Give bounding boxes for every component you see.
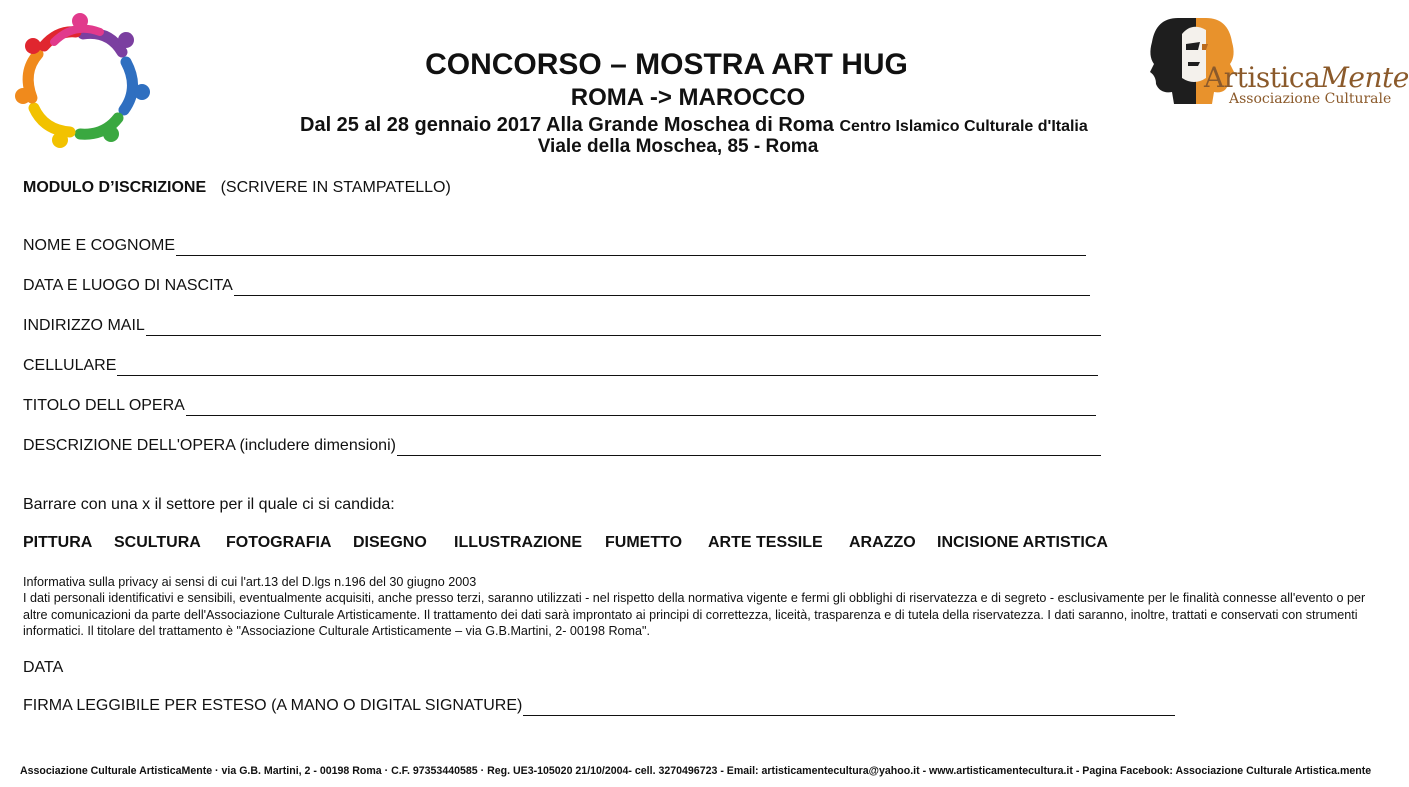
module-note: (SCRIVERE IN STAMPATELLO) <box>220 179 451 196</box>
brand-tagline: Associazione Culturale <box>1229 91 1392 107</box>
field-label: NOME E COGNOME <box>23 237 176 254</box>
privacy-notice <box>23 574 1378 639</box>
brand-name: ArtisticaMente <box>1204 61 1409 94</box>
module-title: MODULO D’ISCRIZIONE <box>23 179 207 196</box>
page-title: CONCORSO – MOSTRA ART HUG <box>425 48 908 81</box>
field-label: CELLULARE <box>23 357 117 374</box>
signature-input-line[interactable] <box>523 699 1175 716</box>
event-venue: Centro Islamico Culturale d'Italia <box>839 118 1088 135</box>
module-heading <box>23 178 451 198</box>
sector-arazzo[interactable]: ARAZZO <box>849 534 916 551</box>
field-label: INDIRIZZO MAIL <box>23 317 145 334</box>
sector-instruction: Barrare con una x il settore per il quale ci si candida: <box>23 496 395 513</box>
field-name <box>23 236 1086 256</box>
signature-label: FIRMA LEGGIBILE PER ESTESO (A MANO O DIGITAL SIGNATURE) <box>23 697 523 714</box>
birth-input-line[interactable] <box>234 279 1090 296</box>
date-label: DATA <box>23 659 64 676</box>
phone-input-line[interactable] <box>117 359 1098 376</box>
event-address: Viale della Moschea, 85 - Roma <box>537 136 819 157</box>
sector-arte-tessile[interactable]: ARTE TESSILE <box>708 534 823 551</box>
field-signature <box>23 696 1175 716</box>
sector-scultura[interactable]: SCULTURA <box>114 534 201 551</box>
privacy-title: Informativa sulla privacy ai sensi di cui l'art.13 del D.lgs n.196 del 30 giugno 2003 <box>23 575 477 589</box>
sector-fumetto[interactable]: FUMETTO <box>605 534 683 551</box>
field-label: TITOLO DELL OPERA <box>23 397 185 414</box>
title-input-line[interactable] <box>186 399 1096 416</box>
sector-fotografia[interactable]: FOTOGRAFIA <box>226 534 332 551</box>
sector-pittura[interactable]: PITTURA <box>23 534 93 551</box>
field-email <box>23 316 1101 336</box>
footer-contact: Associazione Culturale ArtisticaMente · via G.B. Martini, 2 - 00198 Roma · C.F. 97353440585 · Reg. UE3-105020 21/10/2004- cell. 3270496723 - Email: artisticamentecultura@yahoo.it - www.artisticamentecultura.it - Pagina Facebook: Associazione Culturale Artistica.mente <box>20 765 1372 777</box>
sector-disegno[interactable]: DISEGNO <box>353 534 427 551</box>
sector-illustrazione[interactable]: ILLUSTRAZIONE <box>454 534 582 551</box>
field-label: DATA E LUOGO DI NASCITA <box>23 277 233 294</box>
page-subtitle: ROMA -> MAROCCO <box>570 84 806 111</box>
description-input-line[interactable] <box>397 439 1101 456</box>
field-description <box>23 436 1101 456</box>
event-dates-main: Dal 25 al 28 gennaio 2017 Alla Grande Moschea di Roma <box>300 114 834 136</box>
field-label: DESCRIZIONE DELL'OPERA (includere dimensioni) <box>23 437 396 454</box>
privacy-text: I dati personali identificativi e sensibili, eventualmente acquisiti, anche presso terzi, saranno utilizzati - nel rispetto della normativa vigente e fermi gli obblighi di riservatezza e di segreto - esclusivamente per le finalità connesse all'evento o per altre comunicazioni da parte dell'Associazione Culturale Artisticamente. Il trattamento dei dati sarà improntato ai principi di correttezza, liceità, trasparenza e di tutela della riservatezza. I dati saranno, inoltre, trattati e conservati con strumenti informatici. Il titolare del trattamento è "Associazione Culturale Artisticamente – via G.B.Martini, 2- 00198 Roma". <box>23 591 1366 638</box>
field-birth <box>23 276 1090 296</box>
field-phone <box>23 356 1098 376</box>
sector-incisione-artistica[interactable]: INCISIONE ARTISTICA <box>937 534 1108 551</box>
field-title <box>23 396 1096 416</box>
name-input-line[interactable] <box>176 239 1086 256</box>
email-input-line[interactable] <box>146 319 1101 336</box>
